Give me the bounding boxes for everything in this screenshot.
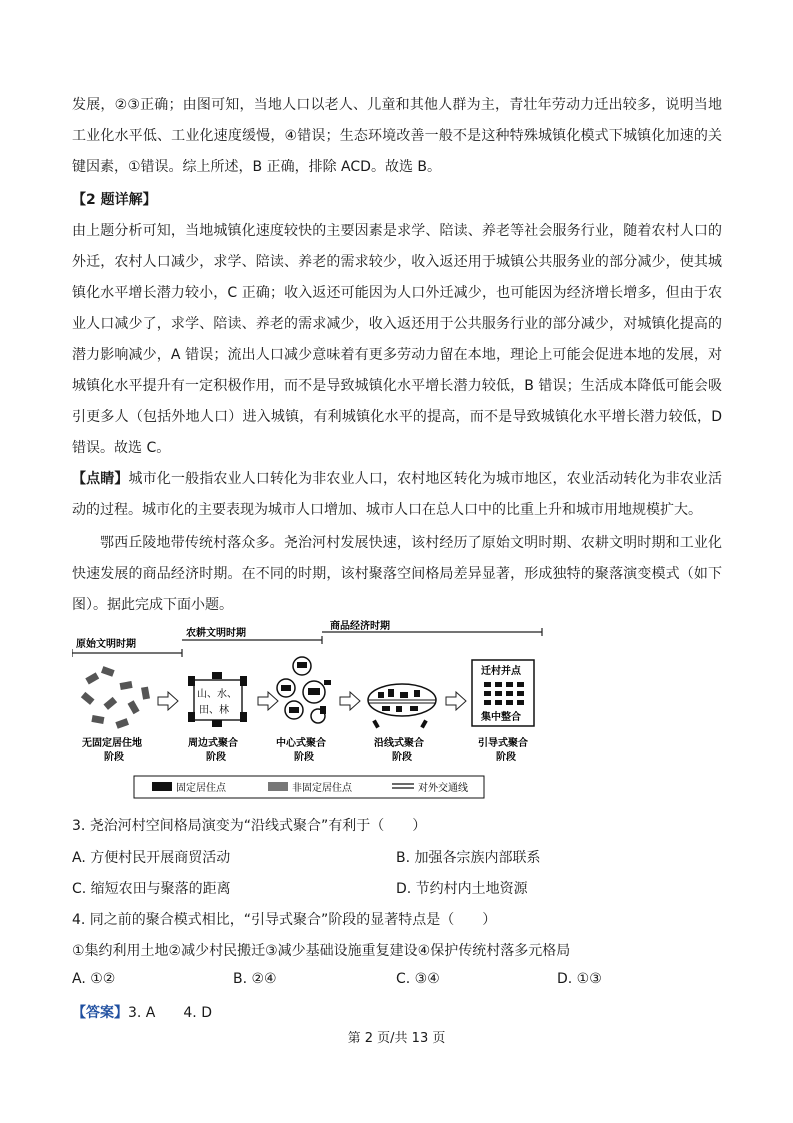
box5-text-b: 集中整合: [481, 712, 521, 723]
q3-option-a: A. 方便村民开展商贸活动: [72, 850, 231, 866]
legend-road-label: 对外交通线: [418, 783, 468, 794]
section-heading-q2: 【2 题详解】: [72, 192, 157, 208]
q4-option-d: D. ①③: [557, 971, 602, 987]
period-label-primitive: 原始文明时期: [76, 639, 136, 650]
stage4-caption-l2: 阶段: [392, 752, 412, 763]
period-label-farming: 农耕文明时期: [186, 628, 246, 639]
stage3-caption-l1: 中心式聚合: [276, 738, 326, 749]
question3-stem: 3. 尧治河村空间格局演变为“沿线式聚合”有利于（ ）: [72, 818, 427, 834]
stage4-linear-cluster: [368, 684, 436, 728]
arrow-1: [158, 692, 178, 710]
q4-option-b: B. ②④: [233, 971, 277, 987]
stage2-perimeter-cluster: [188, 672, 247, 727]
stage3-caption-l2: 阶段: [294, 752, 314, 763]
arrow-4: [446, 692, 466, 710]
stage5-caption-l2: 阶段: [496, 752, 516, 763]
answer-text: 3. A 4. D: [128, 1005, 212, 1021]
period-label-commodity: 商品经济时期: [330, 621, 390, 632]
paragraph-q2-explanation: 由上题分析可知，当地城镇化速度较快的主要因素是求学、陪读、养老等社会服务行业，随着农村人口的外迁，农村人口减少，求学、陪读、养老的需求较少，收入返还用于城镇公共服务业的部分减少，使其城镇化水平增长潜力较小，C 正确；收入返还可能因为人口外迁减少，也可能因为经济增长增多，但由于农业人口减少了，求学、陪读、养老的需求减少，收入返还用于公共服务行业的部分减少，对城镇化提高的潜力影响减少，A 错误；流出人口减少意味着有更多劳动力留在本地，理论上可能会促进本地的发展，对城镇化水平提升有一定积极作用，而不是导致城镇化水平增长潜力较低，B 错误；生活成本降低可能会吸引更多人（包括外地人口）进入城镇，有利城镇化水平的提高，而不是导致城镇化水平增长潜力较低，D 错误。故选 C。: [72, 223, 722, 456]
paragraph-continuation: 发展，②③正确；由图可知，当地人口以老人、儿童和其他人群为主，青壮年劳动力迁出较多，说明当地工业化水平低、工业化速度缓慢，④错误；生态环境改善一般不是这种特殊城镇化模式下城镇化加速的关键因素，①错误。综上所述，B 正确，排除 ACD。故选 B。: [72, 97, 722, 175]
dianjing-text: 城市化一般指农业人口转化为非农业人口，农村地区转化为城市地区，农业活动转化为非农业活动的过程。城市化的主要表现为城市人口增加、城市人口在总人口中的比重上升和城市用地规模扩大。: [72, 471, 723, 518]
question4-items: ①集约利用土地②减少村民搬迁③减少基础设施重复建设④保护传统村落多元格局: [72, 943, 571, 959]
arrow-3: [340, 692, 360, 710]
stage5-guided-cluster: [472, 660, 534, 726]
legend-nonfixed-label: 非固定居住点: [292, 783, 352, 794]
q3-option-b: B. 加强各宗族内部联系: [396, 850, 541, 866]
q3-option-c: C. 缩短农田与聚落的距离: [72, 881, 231, 897]
arrow-2: [258, 692, 278, 710]
stage4-caption-l1: 沿线式聚合: [374, 738, 424, 749]
stage1-scattered-points: [81, 666, 150, 729]
settlement-evolution-figure: [72, 620, 547, 802]
paragraph-dianjing: [72, 464, 722, 526]
figure-legend: [134, 776, 484, 798]
stage1-caption-l1: 无固定居住地: [82, 738, 142, 749]
stage2-caption-l1: 周边式聚合: [188, 738, 238, 749]
q4-option-a: A. ①②: [72, 971, 116, 987]
q4-option-c: C. ③④: [396, 971, 440, 987]
stage5-caption-l1: 引导式聚合: [478, 738, 528, 749]
box5-text-a: 迁村并点: [481, 666, 521, 677]
legend-fixed-label: 固定居住点: [176, 783, 226, 794]
paragraph-intro: 鄂西丘陵地带传统村落众多。尧治河村发展快速，该村经历了原始文明时期、农耕文明时期和工业化快速发展的商品经济时期。在不同的时期，该村聚落空间格局差异显著，形成独特的聚落演变模式（如下图）。据此完成下面小题。: [72, 535, 722, 613]
box1-text-a: 山、水、: [197, 689, 237, 700]
question4-stem: 4. 同之前的聚合模式相比，“引导式聚合”阶段的显著特点是（ ）: [72, 912, 497, 928]
q3-option-d: D. 节约村内土地资源: [396, 881, 528, 897]
box1-text-b: 田、林: [199, 705, 229, 716]
stage1-caption-l2: 阶段: [104, 752, 124, 763]
page-footer: 第 2 页/共 13 页: [347, 1031, 446, 1046]
dianjing-tag: 【点睛】: [72, 471, 129, 487]
stage2-caption-l2: 阶段: [206, 752, 226, 763]
answer-line: [72, 1002, 212, 1022]
stage3-center-cluster: [277, 657, 331, 723]
answer-tag: 【答案】: [72, 1005, 128, 1021]
